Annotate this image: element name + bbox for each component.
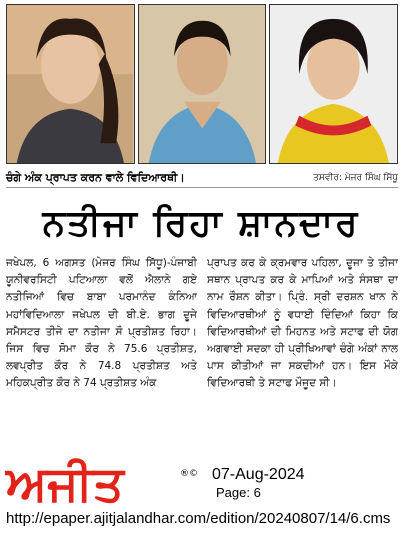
- student-photo-3: [269, 4, 398, 164]
- student-photo-2: [138, 4, 267, 164]
- edition-date: 07-Aug-2024: [212, 466, 305, 483]
- edition-page: Page: 6: [216, 485, 261, 500]
- edition-info: [212, 466, 305, 502]
- student-photo-3-image: [270, 5, 397, 163]
- ajit-logo-text: ਅਜੀਤ: [6, 456, 124, 506]
- student-photo-1: [6, 4, 135, 164]
- ajit-logo: [4, 456, 200, 506]
- photo-caption: ਚੰਗੇ ਅੰਕ ਪ੍ਰਾਪਤ ਕਰਨ ਵਾਲੇ ਵਿਦਿਆਰਥੀ।: [6, 170, 185, 184]
- student-photo-2-image: [139, 5, 266, 163]
- ajit-logo-mark: [4, 456, 200, 506]
- photo-strip: [6, 4, 398, 164]
- article-headline: ਨਤੀਜਾ ਰਿਹਾ ਸ਼ਾਨਦਾਰ: [42, 203, 360, 244]
- photo-caption-row: [6, 168, 398, 188]
- article-body: [6, 255, 398, 465]
- article-column-1: ਜਖੇਪਲ, 6 ਅਗਸਤ (ਮੇਜਰ ਸਿੰਘ ਸਿੱਧੂ)-ਪੰਜਾਬੀ ਯੂਨੀਵਰਸਿਟੀ ਪਟਿਆਲਾ ਵਲੋਂ ਐਲਾਨੇ ਗਏ ਨਤੀਜਿਆਂ ਵਿਚ ਬਾਬਾ ਪਰਮਾਨੰਦ ਕੰਨਿਆ ਮਹਾਂਵਿਦਿਆਲਾ ਜਖੇਪਲ ਦੀ ਬੀ.ਏ. ਭਾਗ ਦੂਜੇ ਸਮੈਸਟਰ ਤੀਜੇ ਦਾ ਨਤੀਜਾ ਸੌ ਪ੍ਰਤੀਸ਼ਤ ਰਿਹਾ। ਜਿਸ ਵਿਚ ਸੋਮਾ ਕੌਰ ਨੇ 75.6 ਪ੍ਰਤੀਸ਼ਤ, ਲਵਪ੍ਰੀਤ ਕੌਰ ਨੇ 74.8 ਪ੍ਰਤੀਸ਼ਤ ਅਤੇ ਮਹਿਕਪ੍ਰੀਤ ਕੌਰ ਨੇ 74 ਪ੍ਰਤੀਸ਼ਤ ਅੰਕ: [6, 257, 197, 390]
- student-photo-1-image: [7, 5, 134, 163]
- photo-credit: ਤਸਵੀਰ: ਮੇਜਰ ਸਿੰਘ ਸਿੱਧੂ: [313, 172, 398, 183]
- registered-mark: ®©: [180, 469, 198, 479]
- source-url[interactable]: http://epaper.ajitjalandhar.com/edition/20240807/14/6.cms: [6, 510, 391, 527]
- article-column-2: ਪ੍ਰਾਪਤ ਕਰ ਕੇ ਕ੍ਰਮਵਾਰ ਪਹਿਲਾ, ਦੂਜਾ ਤੇ ਤੀਜਾ ਸਥਾਨ ਪ੍ਰਾਪਤ ਕਰ ਕੇ ਮਾਪਿਆਂ ਅਤੇ ਸੰਸਥਾ ਦਾ ਨਾਮ ਰੌਸ਼ਨ ਕੀਤਾ। ਪ੍ਰਿੰ. ਸ੍ਰੀ ਦਰਸ਼ਨ ਖਾਨ ਨੇ ਵਿਦਿਆਰਥੀਆਂ ਨੂੰ ਵਧਾਈ ਦਿੰਦਿਆਂ ਕਿਹਾ ਕਿ ਵਿਦਿਆਰਥੀਆਂ ਦੀ ਮਿਹਨਤ ਅਤੇ ਸਟਾਫ ਦੀ ਯੋਗ ਅਗਵਾਈ ਸਦਕਾ ਹੀ ਪ੍ਰੀਖਿਆਵਾਂ ਚੰਗੇ ਅੰਕਾਂ ਨਾਲ ਪਾਸ ਕੀਤੀਆਂ ਜਾ ਸਕਦੀਆਂ ਹਨ। ਇਸ ਮੌਕੇ ਵਿਦਿਆਰਥੀ ਤੇ ਸਟਾਫ ਮੌਜੂਦ ਸੀ।: [207, 257, 398, 390]
